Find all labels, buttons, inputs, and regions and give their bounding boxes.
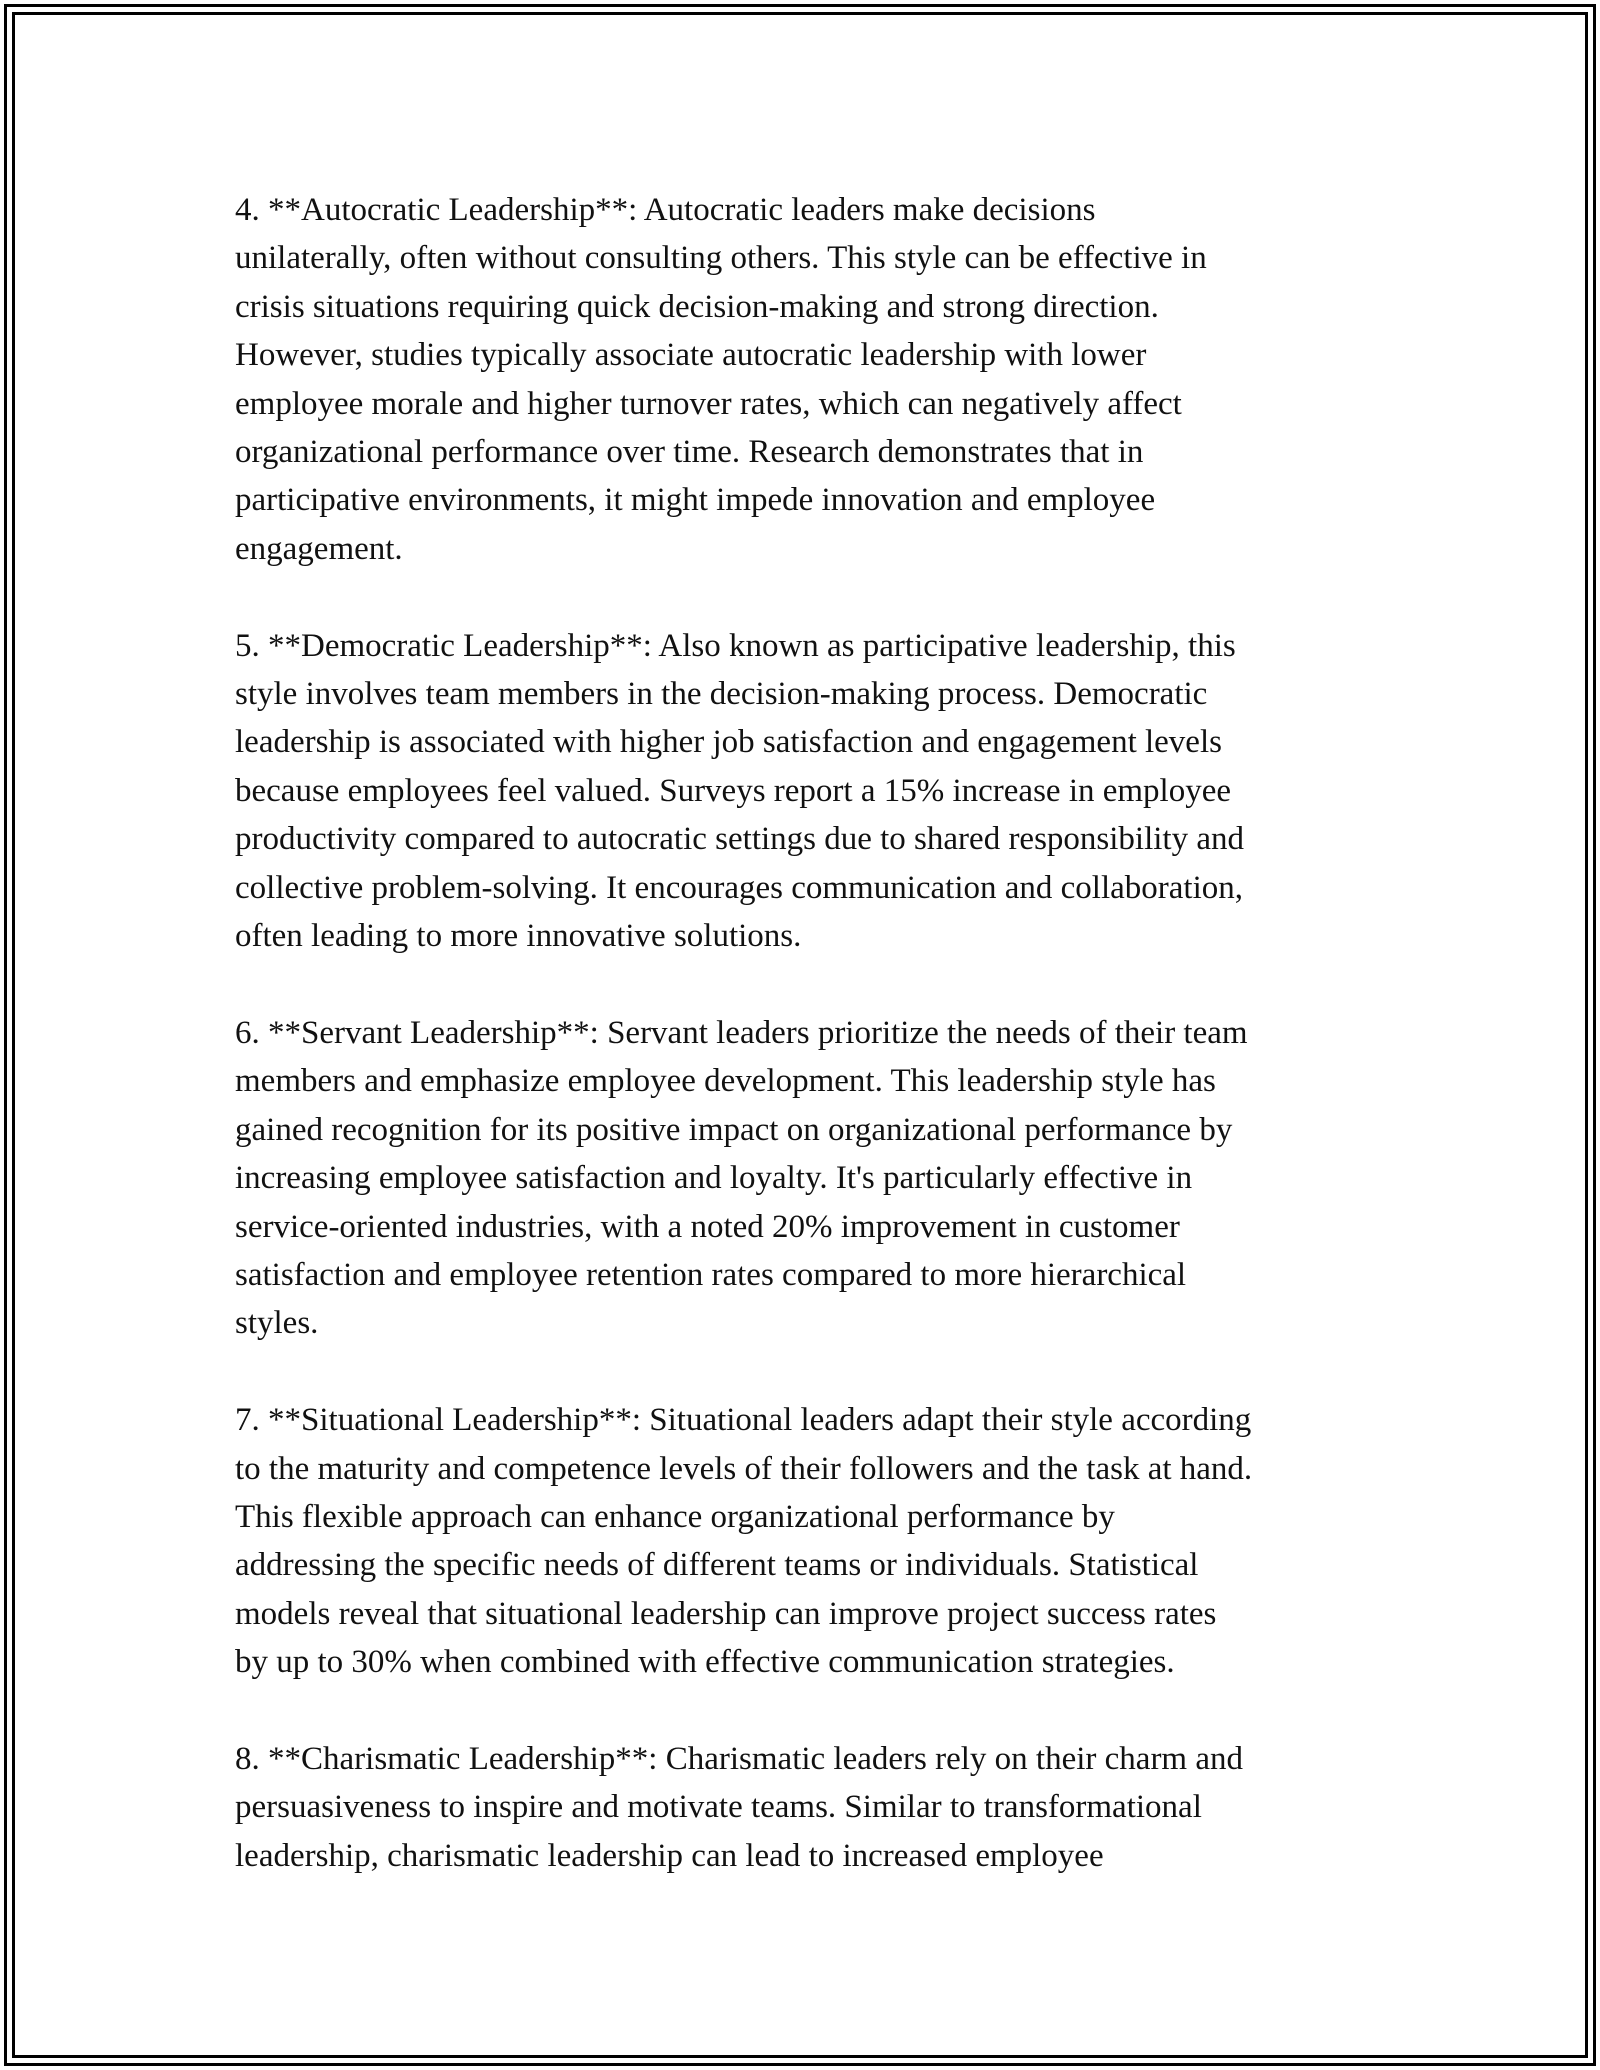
text-line: models reveal that situational leadership can improve project success rates xyxy=(235,1595,1217,1632)
text-line: 7. **Situational Leadership**: Situational leaders adapt their style according xyxy=(235,1402,1252,1439)
text-line: addressing the specific needs of different teams or individuals. Statistical xyxy=(235,1547,1199,1584)
text-line: leadership, charismatic leadership can lead to increased employee xyxy=(235,1837,1104,1874)
text-line: styles. xyxy=(235,1305,319,1342)
text-line: style involves team members in the decision-making process. Democratic xyxy=(235,676,1208,713)
text-line: 4. **Autocratic Leadership**: Autocratic leaders make decisions xyxy=(235,192,1096,228)
text-line: This flexible approach can enhance organizational performance by xyxy=(235,1498,1115,1535)
text-line: because employees feel valued. Surveys report a 15% increase in employee xyxy=(235,772,1232,809)
text-line: employee morale and higher turnover rates, which can negatively affect xyxy=(235,385,1182,422)
paragraph-democratic-leadership xyxy=(235,622,1385,961)
text-line: gained recognition for its positive impact on organizational performance by xyxy=(235,1111,1233,1148)
text-line: productivity compared to autocratic settings due to shared responsibility and xyxy=(235,821,1244,858)
text-line: unilaterally, often without consulting others. This style can be effective in xyxy=(235,240,1207,277)
text-line: satisfaction and employee retention rates compared to more hierarchical xyxy=(235,1256,1187,1293)
text-line: service-oriented industries, with a noted 20% improvement in customer xyxy=(235,1208,1180,1245)
paragraph-autocratic-leadership xyxy=(235,186,1385,573)
text-line: collective problem-solving. It encourages communication and collaboration, xyxy=(235,869,1244,906)
text-line: leadership is associated with higher job satisfaction and engagement levels xyxy=(235,724,1222,761)
text-line: participative environments, it might impede innovation and employee xyxy=(235,482,1156,519)
text-line: increasing employee satisfaction and loyalty. It's particularly effective in xyxy=(235,1160,1193,1197)
text-line: engagement. xyxy=(235,530,403,567)
paragraph-situational-leadership xyxy=(235,1396,1385,1686)
text-line: often leading to more innovative solutions. xyxy=(235,918,802,955)
text-line: However, studies typically associate autocratic leadership with lower xyxy=(235,337,1147,374)
text-line: members and emphasize employee development. This leadership style has xyxy=(235,1063,1216,1100)
paragraph-servant-leadership xyxy=(235,1009,1385,1348)
text-line: to the maturity and competence levels of their followers and the task at hand. xyxy=(235,1450,1253,1487)
text-line: organizational performance over time. Research demonstrates that in xyxy=(235,434,1144,471)
text-line: 5. **Democratic Leadership**: Also known as participative leadership, this xyxy=(235,627,1236,664)
text-line: persuasiveness to inspire and motivate teams. Similar to transformational xyxy=(235,1789,1202,1826)
text-line: 6. **Servant Leadership**: Servant leaders prioritize the needs of their team xyxy=(235,1014,1248,1051)
document-body xyxy=(235,186,1385,1929)
text-line: crisis situations requiring quick decision-making and strong direction. xyxy=(235,288,1159,325)
text-line: 8. **Charismatic Leadership**: Charismatic leaders rely on their charm and xyxy=(235,1740,1243,1777)
text-line: by up to 30% when combined with effective communication strategies. xyxy=(235,1644,1175,1681)
paragraph-charismatic-leadership xyxy=(235,1735,1385,1880)
